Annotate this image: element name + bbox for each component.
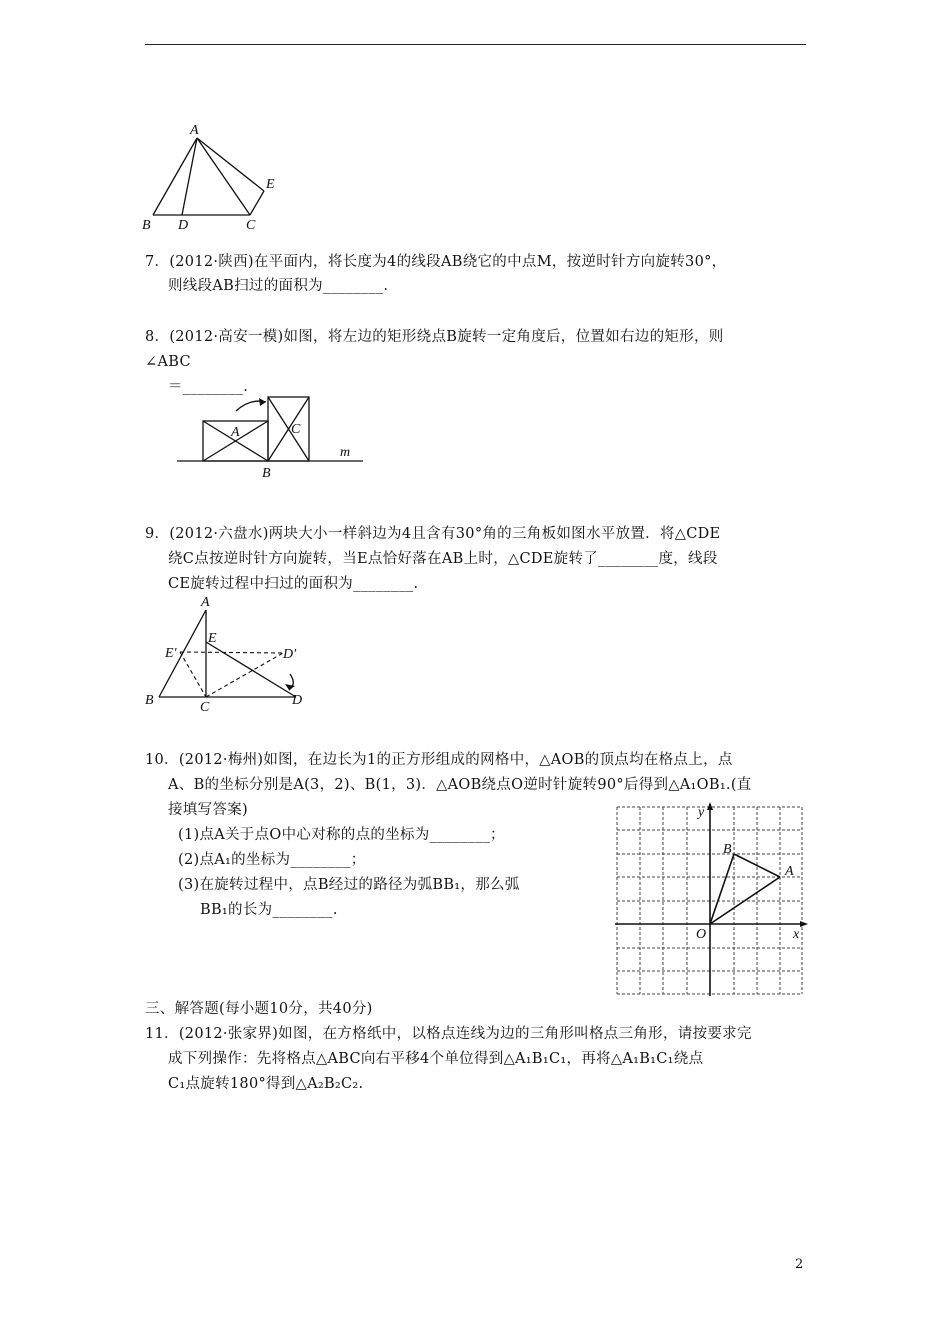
figure-rotated-rectangles	[170, 390, 370, 485]
label-d: D	[292, 693, 303, 708]
q8-line2: ∠ABC	[145, 354, 191, 370]
label-y: y	[698, 805, 705, 820]
q10-sub2: (2)点A₁的坐标为________；	[178, 852, 366, 868]
label-c: C	[200, 700, 210, 715]
label-a: A	[201, 595, 210, 610]
q10-sub3a: (3)在旋转过程中，点B经过的路径为弧BB₁，那么弧	[178, 877, 520, 893]
q11-line1: 11．(2012·张家界)如图，在方格纸中，以格点连线为边的三角形叫格点三角形，请按要求完	[145, 1026, 752, 1042]
label-c: C	[291, 422, 301, 437]
q9-line1: 9．(2012·六盘水)两块大小一样斜边为4且含有30°角的三角板如图水平放置．将△CDE	[145, 526, 721, 542]
figure-triangle-plates	[135, 590, 320, 720]
label-d-prime: D′	[283, 647, 297, 662]
q10-line1: 10．(2012·梅州)如图，在边长为1的正方形组成的网格中，△AOB的顶点均在格点上，点	[145, 752, 733, 768]
q7-line2: 则线段AB扫过的面积为________.	[168, 278, 389, 294]
label-b: B	[142, 218, 151, 233]
q7-line1: 7．(2012·陕西)在平面内，将长度为4的线段AB绕它的中点M，按逆时针方向旋转30°，	[145, 254, 727, 270]
figure-coordinate-grid	[612, 800, 812, 1000]
q11-line3: C₁点旋转180°得到△A₂B₂C₂.	[168, 1076, 364, 1092]
q10-sub3b: BB₁的长为________.	[200, 902, 338, 918]
label-m: m	[340, 445, 351, 460]
label-e: E	[208, 631, 217, 646]
section-3-title: 三、解答题(每小题10分，共40分)	[145, 1001, 373, 1017]
label-d: D	[178, 218, 189, 233]
q11-line2: 成下列操作：先将格点△ABC向右平移4个单位得到△A₁B₁C₁，再将△A₁B₁C₁绕点	[168, 1051, 704, 1067]
label-a: A	[231, 425, 240, 440]
page-number: 2	[795, 1257, 804, 1272]
label-a: A	[190, 123, 199, 138]
q10-sub1: (1)点A关于点O中心对称的点的坐标为________；	[178, 827, 505, 843]
label-o: O	[696, 927, 707, 942]
label-b: B	[262, 466, 271, 481]
q8-line1: 8．(2012·高安一模)如图，将左边的矩形绕点B旋转一定角度后，位置如右边的矩形，则	[145, 329, 724, 345]
label-c: C	[246, 218, 256, 233]
q10-line2: A、B的坐标分别是A(3，2)、B(1，3)．△AOB绕点O逆时针旋转90°后得到△A₁OB₁.(直	[168, 777, 752, 793]
q8-line3: ＝________.	[168, 379, 249, 395]
label-a: A	[785, 864, 794, 879]
label-x: x	[793, 927, 800, 942]
figure-triangle-abde	[130, 118, 300, 238]
q9-line3: CE旋转过程中扫过的面积为________.	[168, 576, 419, 592]
header-rule	[145, 44, 806, 45]
label-b: B	[145, 693, 154, 708]
q9-line2: 绕C点按逆时针方向旋转，当E点恰好落在AB上时，△CDE旋转了________度，线段	[168, 551, 718, 567]
q10-line3: 接填写答案)	[168, 802, 248, 818]
label-b: B	[723, 842, 732, 857]
label-e-prime: E′	[165, 646, 177, 661]
label-e: E	[266, 177, 275, 192]
